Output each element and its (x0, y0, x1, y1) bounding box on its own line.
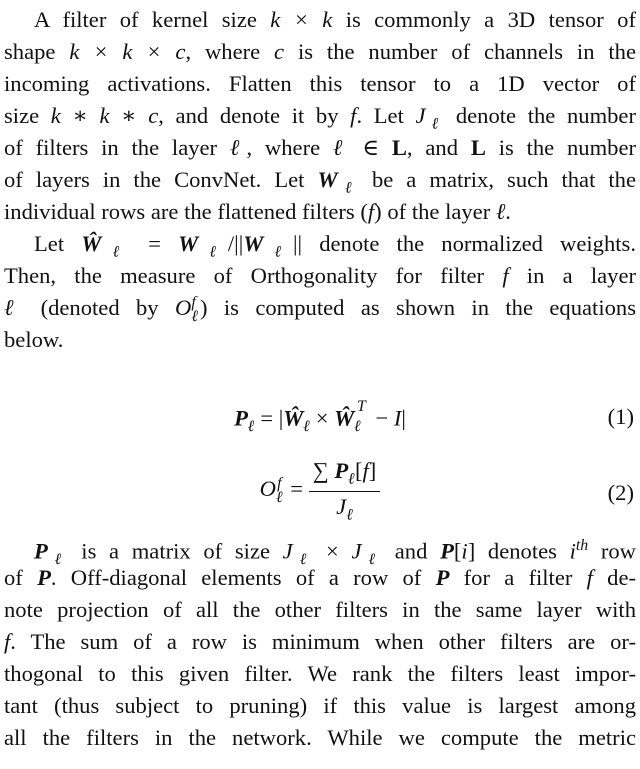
text-line: size k ∗ k ∗ c, and denote it by f. Let $J_\ell$ denote the number (4, 103, 636, 133)
equation-2-body: O f ℓ = $\frac{\sum P_\ell[f]}{J_\ell}$ (4, 458, 636, 524)
paper-page (4, 4, 636, 754)
text-line: of filters in the layer ℓ, where ℓ ∈ L, and L is the number (4, 135, 636, 160)
text-line: A filter of kernel size k × k is commonly a 3D tensor of (34, 7, 636, 32)
text-line: note projection of all the other filters in the same layer with (4, 597, 636, 622)
text-line: of layers in the ConvNet. Let $W_\ell$ be a matrix, such that the (4, 167, 636, 197)
paragraph-projection-explanation (4, 530, 636, 754)
equation-2-number: (2) (607, 480, 634, 505)
text-line: ℓ (denoted by O f ℓ ) is computed as shown in the equations (4, 293, 636, 325)
text-line: individual rows are the flattened filters (f) of the layer ℓ. (4, 199, 511, 224)
equation-2 (4, 450, 636, 540)
equation-1-number: (1) (607, 404, 634, 429)
text-line: f. The sum of a row is minimum when other filters are or- (4, 629, 636, 654)
equation-1 (4, 364, 636, 450)
text-line: all the filters in the network. While we compute the metric (4, 725, 636, 750)
text-line: Then, the measure of Orthogonality for filter f in a layer (4, 263, 637, 288)
text-line: thogonal to this given filter. We rank the filters least impor- (4, 661, 636, 686)
text-line: incoming activations. Flatten this tensor to a 1D vector of (4, 71, 636, 96)
equation-2-fraction: $\frac{\sum P_\ell[f]}{J_\ell}$ (309, 458, 381, 524)
text-line: tant (thus subject to pruning) if this value is largest among (4, 693, 636, 718)
text-line: below. (4, 327, 64, 352)
text-line: shape k × k × c, where c is the number of channels in the (4, 39, 636, 64)
text-line: of P. Off-diagonal elements of a row of P for a filter f de- (4, 565, 636, 590)
text-line: Let $Ŵ_\ell = W_\ell/||W_\ell||$ denote the normalized weights. (34, 231, 636, 261)
paragraph-normalized-weights (4, 228, 636, 356)
equation-1-body: $P_\ell$ = $|Ŵ_\ell$ × $Ŵ_\ell^T - I|$ (234, 397, 406, 436)
paragraph-filter-definition (4, 4, 636, 228)
text-line: $P_\ell$ is a matrix of size $J_\ell \times J_\ell$ and P[i] denotes $i^{th}$ row (34, 537, 636, 569)
